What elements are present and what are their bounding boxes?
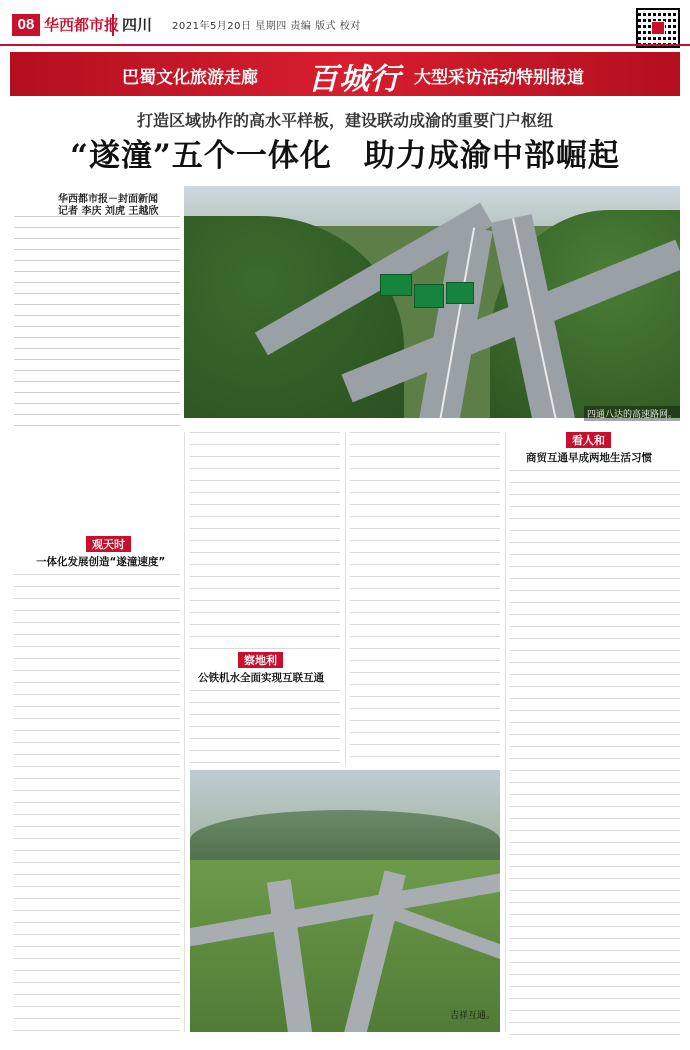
section-kicker-3: 看人和 — [566, 432, 611, 448]
banner-logo: 百城行 — [308, 62, 401, 97]
section-title-2: 公铁机水全面实现互联互通 — [198, 672, 324, 684]
page-number: 08 — [12, 14, 40, 36]
section-kicker-2: 察地利 — [238, 652, 283, 668]
section-tag: 四川 — [112, 14, 152, 36]
masthead-rule — [0, 44, 690, 46]
qr-code-icon — [636, 8, 680, 48]
section-kicker-1: 观天时 — [86, 536, 131, 552]
subheadline: 打造区域协作的高水平样板，建设联动成渝的重要门户枢纽 — [136, 111, 553, 130]
column-divider — [505, 432, 506, 1032]
section-1-body — [14, 574, 180, 1034]
byline-org: 华西都市报－封面新闻 — [58, 194, 158, 205]
special-report-banner — [10, 52, 680, 96]
section-title-1: 一体化发展创造“遂潼速度” — [36, 556, 166, 568]
column-2-body — [190, 432, 340, 652]
second-photo-caption: 吉祥互通。 — [450, 1011, 496, 1021]
masthead — [0, 0, 690, 44]
byline-reporters: 记者 李庆 刘虎 王越欣 — [58, 206, 159, 217]
section-title-3: 商贸互通早成两地生活习惯 — [526, 452, 652, 464]
section-2-body — [190, 690, 340, 766]
highway-photo — [184, 186, 680, 418]
banner-left-text: 巴蜀文化旅游走廊 — [122, 68, 258, 88]
interchange-photo — [190, 770, 500, 1032]
column-divider — [345, 432, 346, 766]
lead-paragraph — [14, 216, 180, 436]
headline: “遂潼”五个一体化 助力成渝中部崛起 — [70, 138, 620, 174]
section-3-body — [510, 470, 680, 1036]
paper-name: 华西都市报 — [44, 16, 120, 34]
main-photo-caption: 四通八达的高速路网。 — [584, 406, 680, 421]
banner-right-text: 大型采访活动特别报道 — [414, 68, 584, 88]
column-divider — [184, 432, 185, 1032]
date-line: 2021年5月20日 星期四 责编 版式 校对 — [172, 21, 361, 32]
column-3-body — [350, 432, 500, 766]
